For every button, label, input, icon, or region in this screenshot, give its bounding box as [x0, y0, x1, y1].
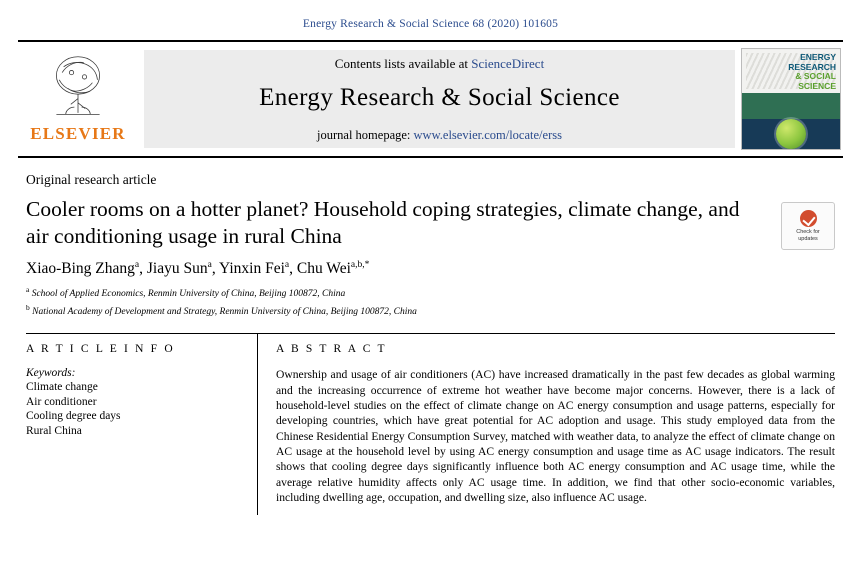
affiliation-list	[26, 283, 835, 319]
author-affil-mark: a	[134, 260, 140, 270]
author-affil-mark: a	[284, 260, 290, 270]
crossmark-label	[796, 229, 820, 242]
author-separator: ,	[211, 260, 220, 278]
author-separator: ,	[289, 260, 297, 278]
author-affil-mark: a	[207, 260, 212, 270]
article-type: Original research article	[26, 172, 157, 187]
keyword-item: Cooling degree days	[26, 410, 121, 423]
contents-line	[335, 56, 544, 72]
publisher-logo	[18, 42, 138, 156]
cover-line-2: RESEARCH	[788, 61, 836, 72]
abstract-column	[258, 334, 835, 515]
article-info-column	[26, 334, 258, 515]
cover-line-4: SCIENCE	[798, 80, 836, 91]
affiliation-item	[26, 301, 835, 319]
contents-prefix: Contents lists available at	[334, 55, 472, 71]
keyword-item: Rural China	[26, 424, 82, 437]
author-name: Yinxin Fei	[219, 260, 285, 278]
title-row	[26, 196, 835, 250]
cover-middle-band	[742, 93, 840, 119]
author-item[interactable]	[147, 260, 212, 277]
crossmark-label-line1: Check for	[796, 229, 820, 235]
keyword-item: Air conditioner	[26, 395, 97, 408]
author-item[interactable]	[219, 260, 289, 277]
affiliation-text: National Academy of Development and Strategy, Renmin University of China, Beijing 100872, China	[32, 307, 417, 318]
cover-bottom-band	[742, 119, 840, 149]
cover-line-1: ENERGY	[800, 52, 836, 62]
cover-top-band	[742, 49, 840, 93]
check-icon	[800, 210, 817, 227]
author-list	[26, 260, 835, 278]
page-title: Cooler rooms on a hotter planet? Household coping strategies, climate change, and air conditioning usage in rural China	[26, 197, 740, 248]
globe-icon	[776, 119, 806, 149]
sciencedirect-link[interactable]: ScienceDirect	[471, 55, 545, 71]
homepage-prefix: journal homepage:	[317, 127, 414, 142]
abstract-heading: A B S T R A C T	[276, 343, 387, 356]
author-item[interactable]	[297, 260, 369, 277]
article-info-heading: A R T I C L E I N F O	[26, 343, 175, 356]
journal-title: Energy Research & Social Science	[259, 83, 620, 111]
cover-line-3: & SOCIAL	[795, 71, 836, 81]
crossmark-label-line2: updates	[798, 235, 818, 242]
journal-banner	[144, 50, 735, 148]
cover-journal-name	[788, 53, 836, 91]
homepage-line	[317, 128, 562, 143]
journal-homepage-link[interactable]: www.elsevier.com/locate/erss	[413, 127, 562, 142]
affiliation-text: School of Applied Economics, Renmin University of China, Beijing 100872, China	[31, 289, 346, 300]
running-head: Energy Research & Social Science 68 (2020) 101605	[302, 18, 559, 30]
author-name: Jiayu Sun	[146, 260, 208, 278]
journal-cover-thumbnail	[741, 48, 841, 150]
keyword-item: Climate change	[26, 381, 98, 394]
publisher-name: ELSEVIER	[30, 123, 126, 143]
keywords-label: Keywords:	[26, 367, 76, 380]
author-name: Chu Wei	[296, 260, 351, 278]
affiliation-item	[26, 283, 835, 301]
info-abstract-columns	[26, 334, 835, 515]
affiliation-mark: b	[26, 303, 30, 313]
author-separator: ,	[139, 260, 147, 278]
elsevier-tree-icon	[41, 51, 115, 123]
abstract-text: Ownership and usage of air conditioners (AC) have increased dramatically in the past few decades as global warming and the increasing occurrence of extreme hot weather have become major concerns. However, there is a lack of household-level studies on the effect of climate change on AC energy consumption and usage patterns, especially for developing countries, which have great potential for AC adoption and usage. This study employed data from the Chinese Residential Energy Consumption Survey, matched with weather data, to analyze the effect of climate change on AC usage at the household level by using AC energy consumption and usage time as AC usage indicators. The result shows that cooling degree days significantly influence both AC energy consumption and AC usage time, while the average relative humidity affects only AC usage time. In addition, we find that other socio-economic variables, including dwelling age, occupation, and dwelling size, also influence AC usage.	[276, 368, 835, 504]
author-item[interactable]	[26, 260, 139, 277]
author-affil-mark: a,b,*	[350, 260, 370, 270]
journal-masthead	[18, 40, 843, 158]
crossmark-badge[interactable]	[781, 202, 835, 250]
affiliation-mark: a	[26, 285, 30, 295]
author-name: Xiao-Bing Zhang	[26, 260, 135, 278]
